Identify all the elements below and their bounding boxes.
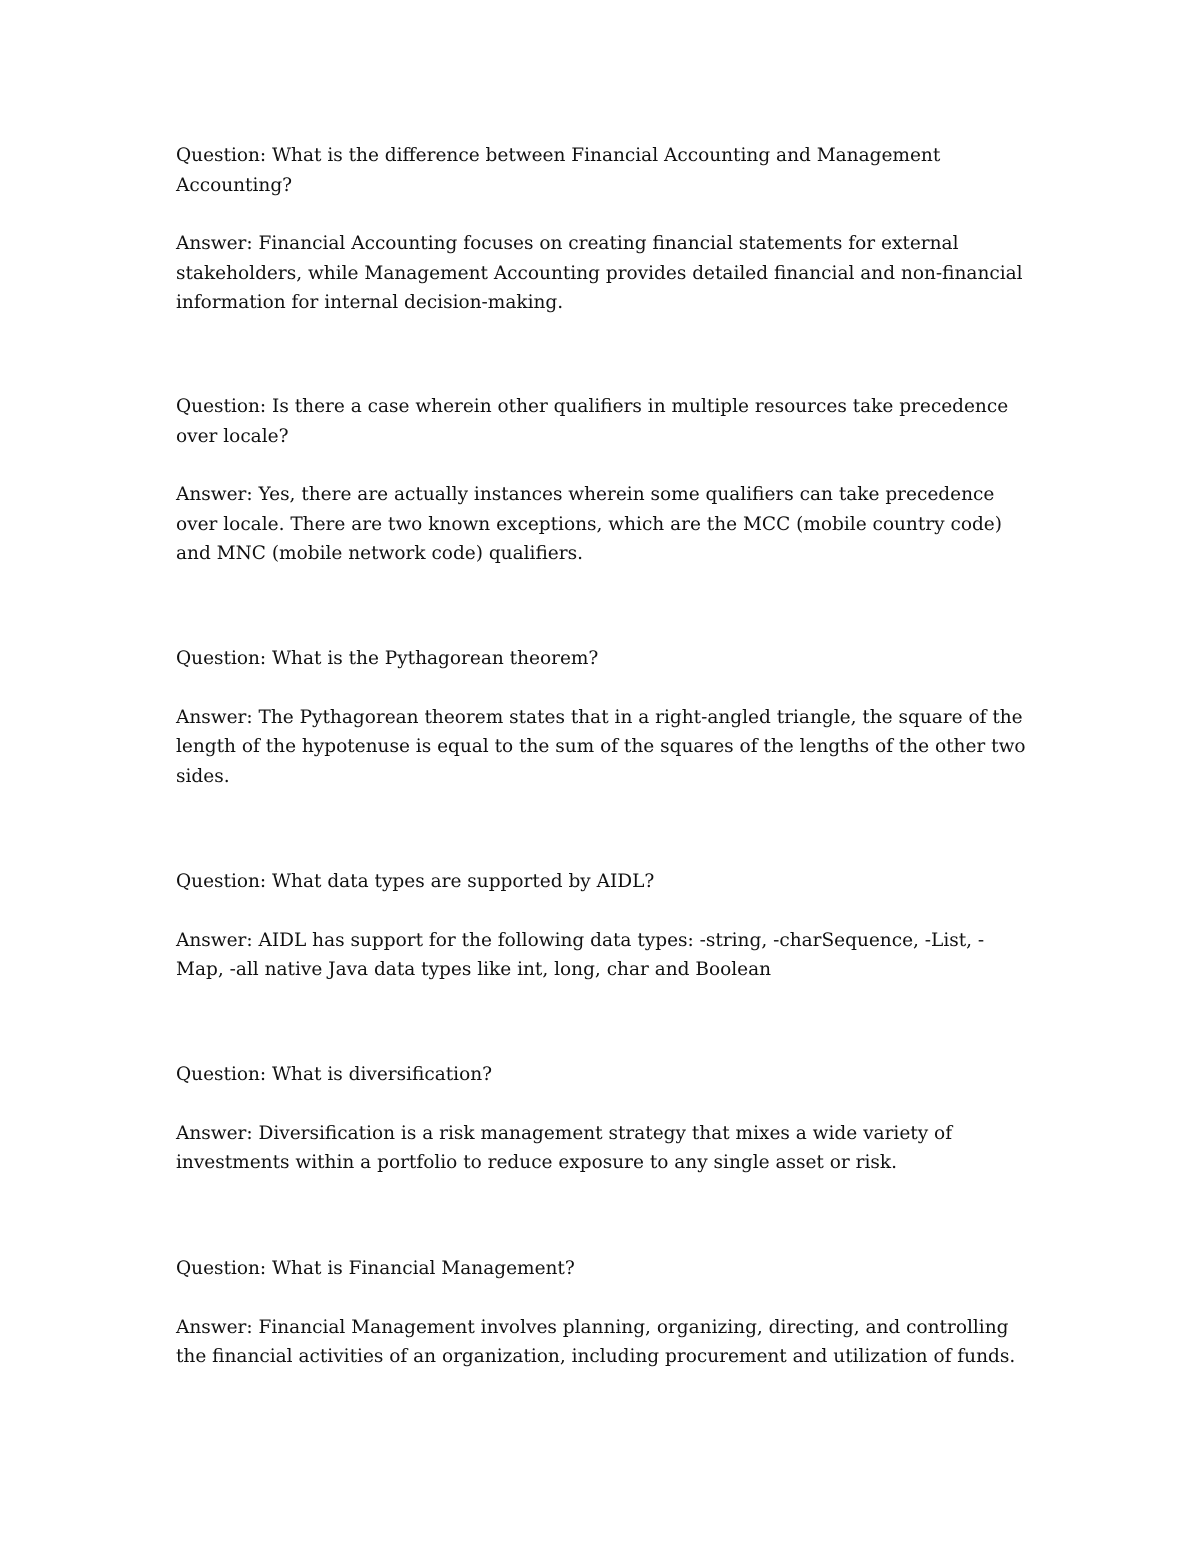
qa-block <box>176 867 1026 985</box>
answer-text: Answer: Yes, there are actually instances wherein some qualifiers can take precedence over locale. There are two known exceptions, which are the MCC (mobile country code) and MNC (mobile network code) qualifiers. <box>176 484 1002 564</box>
qa-block <box>176 644 1026 791</box>
question-text: Question: Is there a case wherein other qualifiers in multiple resources take precedence over locale? <box>176 396 1009 447</box>
question-text: Question: What is the difference between Financial Accounting and Management Accounting? <box>176 145 941 196</box>
answer-text: Answer: AIDL has support for the following data types: -string, -charSequence, -List, -Map, -all native Java data types like int, long, char and Boolean <box>176 929 985 980</box>
question-text: Question: What is Financial Management? <box>176 1258 575 1279</box>
answer-text: Answer: Financial Accounting focuses on creating financial statements for external stakeholders, while Management Accounting provides detailed financial and non-financial information for internal decision-making. <box>176 233 1023 313</box>
question-text: Question: What is diversification? <box>176 1064 493 1085</box>
answer-text: Answer: Diversification is a risk management strategy that mixes a wide variety of investments within a portfolio to reduce exposure to any single asset or risk. <box>176 1122 953 1173</box>
qa-block <box>176 1060 1026 1178</box>
qa-block <box>176 392 1026 569</box>
answer-text: Answer: The Pythagorean theorem states that in a right-angled triangle, the square of the length of the hypotenuse is equal to the sum of the squares of the lengths of the other two sides. <box>176 706 1026 787</box>
question-text: Question: What data types are supported by AIDL? <box>176 871 655 892</box>
answer-text: Answer: Financial Management involves planning, organizing, directing, and controlling the financial activities of an organization, including procurement and utilization of funds. <box>176 1316 1016 1367</box>
qa-block <box>176 141 1026 318</box>
qa-block <box>176 1254 1026 1372</box>
question-text: Question: What is the Pythagorean theorem? <box>176 648 599 669</box>
